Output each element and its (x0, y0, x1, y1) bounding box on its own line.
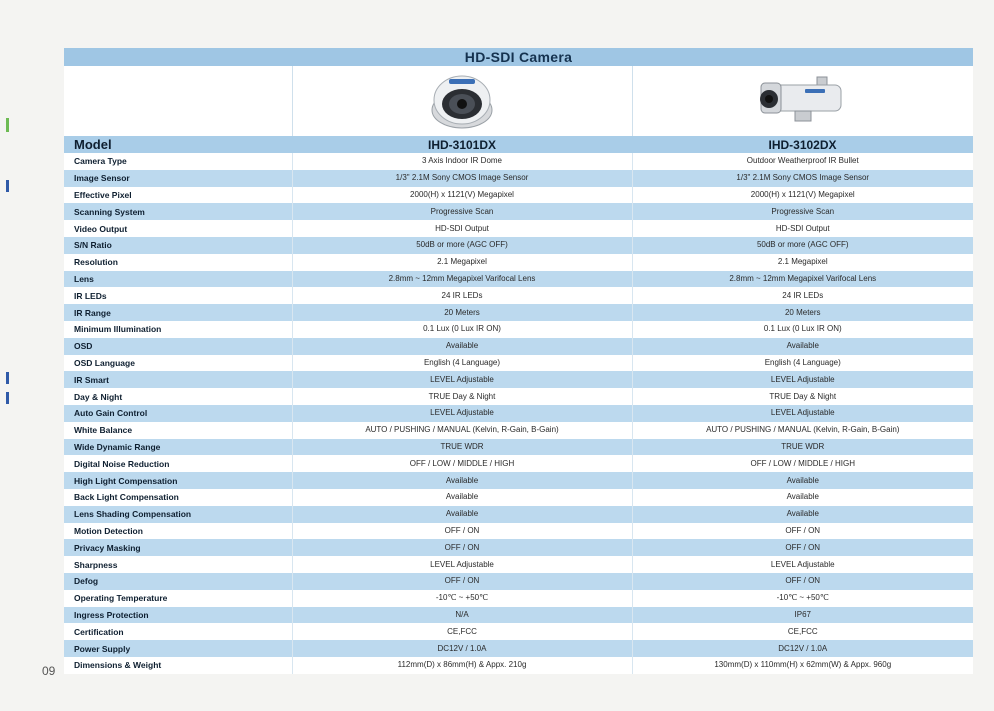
spec-value-model-2: Progressive Scan (632, 203, 973, 220)
spec-value-model-2: Available (632, 472, 973, 489)
spec-label: Operating Temperature (64, 590, 292, 607)
left-margin-mark (6, 118, 9, 132)
spec-value-model-2: AUTO / PUSHING / MANUAL (Kelvin, R-Gain, B-Gain) (632, 422, 973, 439)
dome-camera-icon (427, 70, 497, 132)
spec-label: Wide Dynamic Range (64, 439, 292, 456)
left-margin-mark (6, 372, 9, 384)
spec-label: Resolution (64, 254, 292, 271)
table-row (64, 506, 973, 523)
spec-value-model-1: 24 IR LEDs (292, 287, 632, 304)
spec-value-model-2: TRUE WDR (632, 439, 973, 456)
table-row (64, 657, 973, 674)
spec-label: IR Range (64, 304, 292, 321)
spec-label: High Light Compensation (64, 472, 292, 489)
spec-value-model-2: 1/3" 2.1M Sony CMOS Image Sensor (632, 170, 973, 187)
spec-label: Defog (64, 573, 292, 590)
spec-label: OSD (64, 338, 292, 355)
spec-label: Motion Detection (64, 523, 292, 540)
spec-value-model-2: 20 Meters (632, 304, 973, 321)
table-row (64, 271, 973, 288)
spec-label: OSD Language (64, 355, 292, 372)
table-row (64, 355, 973, 372)
spec-value-model-1: HD-SDI Output (292, 220, 632, 237)
table-row (64, 237, 973, 254)
spec-value-model-1: OFF / ON (292, 523, 632, 540)
spec-label: Video Output (64, 220, 292, 237)
spec-label: Effective Pixel (64, 187, 292, 204)
spec-value-model-1: 0.1 Lux (0 Lux IR ON) (292, 321, 632, 338)
table-row (64, 405, 973, 422)
table-row (64, 489, 973, 506)
spec-value-model-1: TRUE Day & Night (292, 388, 632, 405)
table-row (64, 388, 973, 405)
spec-value-model-1: 20 Meters (292, 304, 632, 321)
table-row (64, 472, 973, 489)
spec-label: White Balance (64, 422, 292, 439)
table-row (64, 187, 973, 204)
spec-value-model-2: 50dB or more (AGC OFF) (632, 237, 973, 254)
table-row (64, 455, 973, 472)
table-row (64, 321, 973, 338)
spec-value-model-2: OFF / ON (632, 523, 973, 540)
spec-value-model-2: OFF / LOW / MIDDLE / HIGH (632, 455, 973, 472)
spec-value-model-2: 0.1 Lux (0 Lux IR ON) (632, 321, 973, 338)
spec-label: Privacy Masking (64, 539, 292, 556)
spec-value-model-1: Progressive Scan (292, 203, 632, 220)
bullet-camera-icon (755, 73, 851, 129)
page-number: 09 (42, 664, 56, 678)
spec-value-model-1: TRUE WDR (292, 439, 632, 456)
model-row (64, 136, 973, 153)
spec-value-model-2: 130mm(D) x 110mm(H) x 62mm(W) & Appx. 960g (632, 657, 973, 674)
left-margin-mark (6, 392, 9, 404)
table-row (64, 573, 973, 590)
table-row (64, 153, 973, 170)
spec-label: Ingress Protection (64, 607, 292, 624)
spec-table (64, 48, 973, 674)
spec-label: Minimum Illumination (64, 321, 292, 338)
table-row (64, 607, 973, 624)
spec-label: Image Sensor (64, 170, 292, 187)
spec-label: Scanning System (64, 203, 292, 220)
spec-value-model-1: AUTO / PUSHING / MANUAL (Kelvin, R-Gain, B-Gain) (292, 422, 632, 439)
spec-value-model-2: TRUE Day & Night (632, 388, 973, 405)
spec-value-model-1: 50dB or more (AGC OFF) (292, 237, 632, 254)
spec-value-model-1: OFF / ON (292, 573, 632, 590)
image-cell-model-2 (632, 66, 973, 136)
spec-value-model-1: DC12V / 1.0A (292, 640, 632, 657)
left-margin-mark (6, 180, 9, 192)
spec-value-model-1: OFF / ON (292, 539, 632, 556)
spec-value-model-1: Available (292, 472, 632, 489)
spec-value-model-1: LEVEL Adjustable (292, 556, 632, 573)
spec-label: Digital Noise Reduction (64, 455, 292, 472)
table-row (64, 220, 973, 237)
spec-value-model-2: English (4 Language) (632, 355, 973, 372)
image-cell-empty (64, 66, 292, 136)
spec-value-model-1: LEVEL Adjustable (292, 405, 632, 422)
table-row (64, 523, 973, 540)
spec-label: Camera Type (64, 153, 292, 170)
spec-value-model-2: DC12V / 1.0A (632, 640, 973, 657)
spec-label: IR Smart (64, 371, 292, 388)
model-name-2: IHD-3102DX (632, 136, 973, 153)
spec-label: Dimensions & Weight (64, 657, 292, 674)
table-row (64, 371, 973, 388)
spec-value-model-1: -10℃ ~ +50℃ (292, 590, 632, 607)
spec-label: Lens Shading Compensation (64, 506, 292, 523)
table-row (64, 590, 973, 607)
table-row (64, 203, 973, 220)
spec-value-model-1: Available (292, 506, 632, 523)
table-row (64, 422, 973, 439)
spec-value-model-1: 3 Axis Indoor IR Dome (292, 153, 632, 170)
image-row (64, 66, 973, 136)
spec-value-model-2: LEVEL Adjustable (632, 556, 973, 573)
spec-label: Lens (64, 271, 292, 288)
spec-body (64, 153, 973, 674)
table-row (64, 640, 973, 657)
spec-value-model-2: Available (632, 338, 973, 355)
spec-value-model-1: 2.1 Megapixel (292, 254, 632, 271)
table-row (64, 304, 973, 321)
spec-label: Auto Gain Control (64, 405, 292, 422)
spec-value-model-1: LEVEL Adjustable (292, 371, 632, 388)
table-row (64, 439, 973, 456)
spec-label: Day & Night (64, 388, 292, 405)
spec-value-model-2: 2.1 Megapixel (632, 254, 973, 271)
spec-label: IR LEDs (64, 287, 292, 304)
spec-label: Back Light Compensation (64, 489, 292, 506)
spec-value-model-1: 112mm(D) x 86mm(H) & Appx. 210g (292, 657, 632, 674)
image-cell-model-1 (292, 66, 632, 136)
spec-label: S/N Ratio (64, 237, 292, 254)
table-row (64, 287, 973, 304)
spec-value-model-1: English (4 Language) (292, 355, 632, 372)
table-title: HD-SDI Camera (64, 48, 973, 66)
spec-value-model-2: Available (632, 489, 973, 506)
spec-value-model-1: OFF / LOW / MIDDLE / HIGH (292, 455, 632, 472)
spec-value-model-2: OFF / ON (632, 573, 973, 590)
spec-label: Power Supply (64, 640, 292, 657)
spec-value-model-2: Outdoor Weatherproof IR Bullet (632, 153, 973, 170)
spec-value-model-2: 2000(H) x 1121(V) Megapixel (632, 187, 973, 204)
spec-value-model-2: 24 IR LEDs (632, 287, 973, 304)
table-title-row (64, 48, 973, 66)
spec-value-model-2: LEVEL Adjustable (632, 371, 973, 388)
spec-value-model-2: Available (632, 506, 973, 523)
table-row (64, 539, 973, 556)
spec-value-model-1: 2.8mm ~ 12mm Megapixel Varifocal Lens (292, 271, 632, 288)
spec-value-model-1: 2000(H) x 1121(V) Megapixel (292, 187, 632, 204)
spec-value-model-1: N/A (292, 607, 632, 624)
table-row (64, 623, 973, 640)
model-label: Model (64, 136, 292, 153)
spec-value-model-1: CE,FCC (292, 623, 632, 640)
spec-value-model-2: LEVEL Adjustable (632, 405, 973, 422)
spec-label: Sharpness (64, 556, 292, 573)
table-row (64, 338, 973, 355)
spec-value-model-2: HD-SDI Output (632, 220, 973, 237)
spec-label: Certification (64, 623, 292, 640)
model-name-1: IHD-3101DX (292, 136, 632, 153)
spec-value-model-2: -10℃ ~ +50℃ (632, 590, 973, 607)
table-row (64, 556, 973, 573)
spec-value-model-1: Available (292, 489, 632, 506)
spec-value-model-2: OFF / ON (632, 539, 973, 556)
table-row (64, 254, 973, 271)
spec-value-model-1: Available (292, 338, 632, 355)
table-row (64, 170, 973, 187)
spec-value-model-2: 2.8mm ~ 12mm Megapixel Varifocal Lens (632, 271, 973, 288)
spec-value-model-1: 1/3" 2.1M Sony CMOS Image Sensor (292, 170, 632, 187)
spec-value-model-2: IP67 (632, 607, 973, 624)
spec-value-model-2: CE,FCC (632, 623, 973, 640)
